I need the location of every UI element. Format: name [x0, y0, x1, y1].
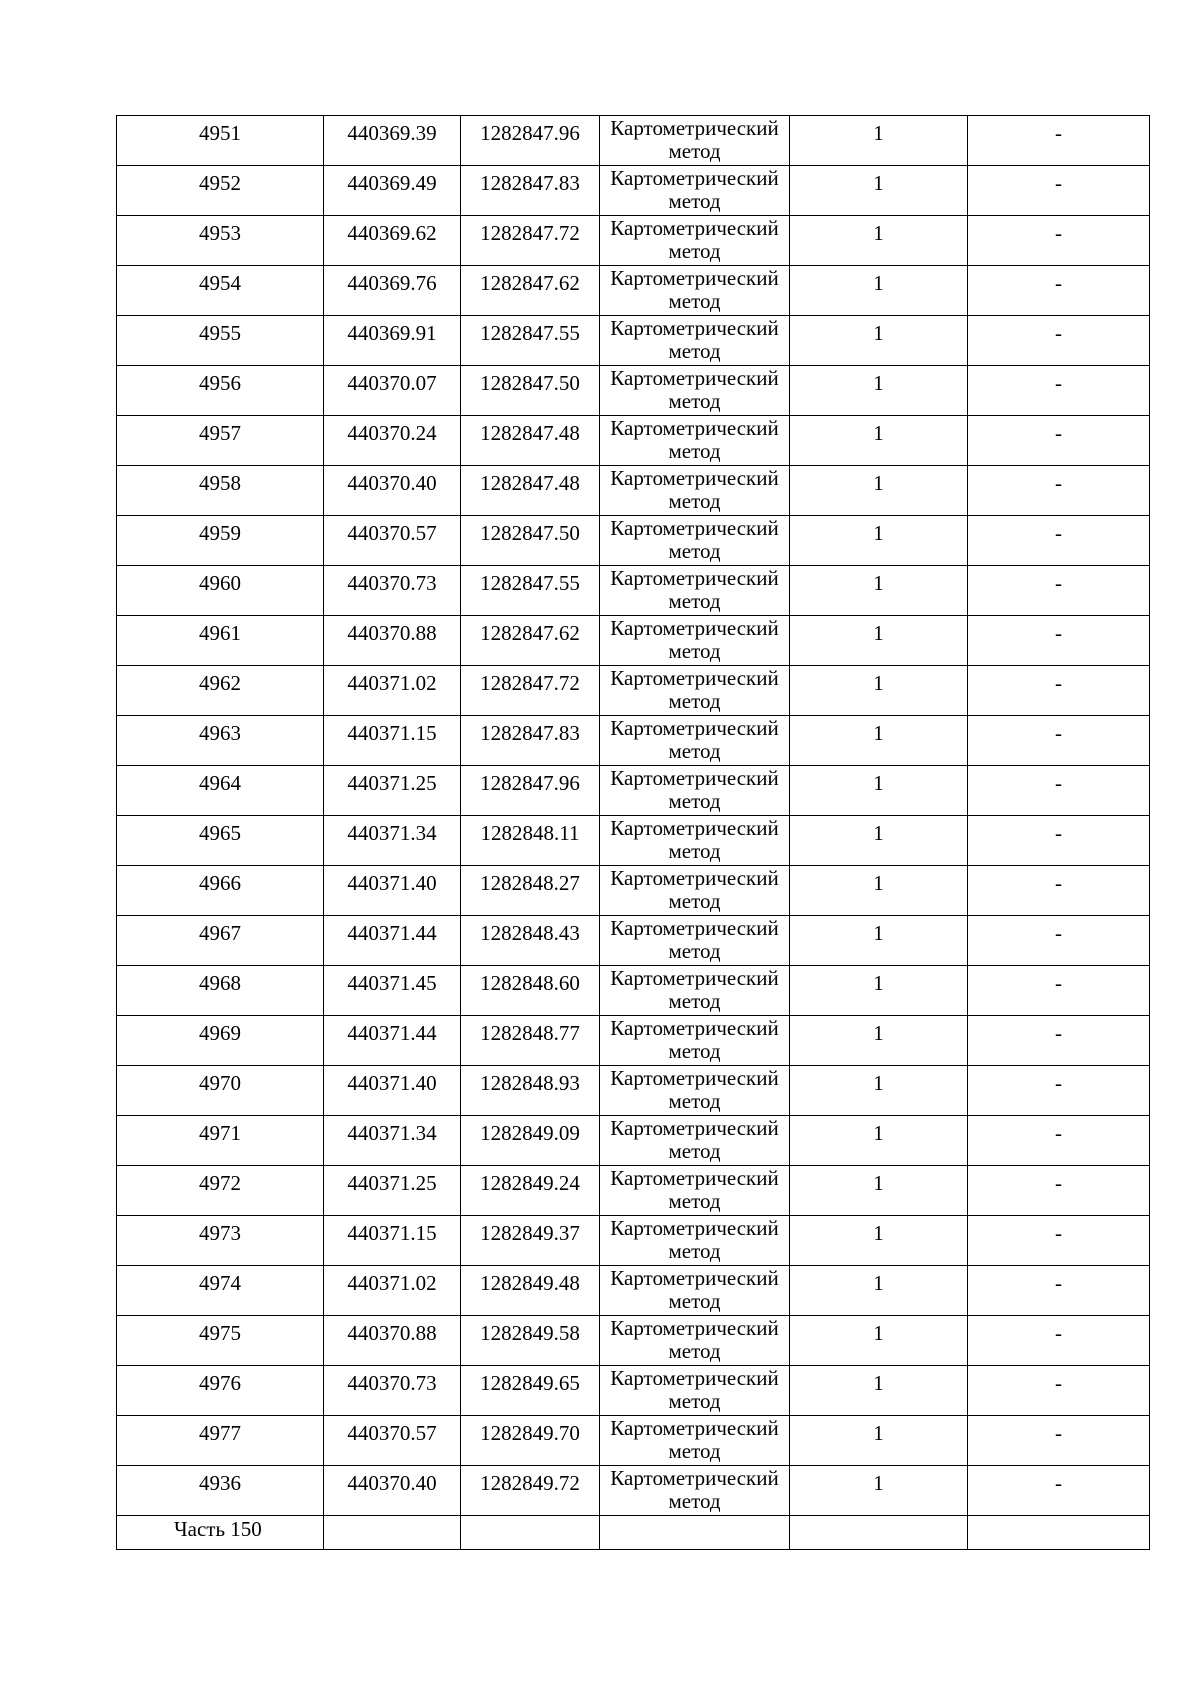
y-coordinate-cell: 1282848.93: [461, 1066, 600, 1116]
accuracy-cell: 1: [790, 816, 968, 866]
method-cell: Картометрический метод: [600, 566, 790, 616]
part-label-cell: Часть 150: [117, 1516, 324, 1550]
empty-cell: [968, 1516, 1150, 1550]
accuracy-cell: 1: [790, 316, 968, 366]
method-cell: Картометрический метод: [600, 666, 790, 716]
note-cell: -: [968, 566, 1150, 616]
point-number-cell: 4972: [117, 1166, 324, 1216]
table-row: [117, 816, 1150, 866]
table-row: [117, 1416, 1150, 1466]
point-number-cell: 4958: [117, 466, 324, 516]
table-row: [117, 1016, 1150, 1066]
x-coordinate-cell: 440371.02: [324, 666, 461, 716]
y-coordinate-cell: 1282848.27: [461, 866, 600, 916]
y-coordinate-cell: 1282849.48: [461, 1266, 600, 1316]
accuracy-cell: 1: [790, 416, 968, 466]
accuracy-cell: 1: [790, 116, 968, 166]
method-cell: Картометрический метод: [600, 716, 790, 766]
point-number-cell: 4952: [117, 166, 324, 216]
note-cell: -: [968, 1016, 1150, 1066]
note-cell: -: [968, 716, 1150, 766]
table-row: [117, 1366, 1150, 1416]
accuracy-cell: 1: [790, 1116, 968, 1166]
method-cell: Картометрический метод: [600, 1166, 790, 1216]
accuracy-cell: 1: [790, 766, 968, 816]
point-number-cell: 4961: [117, 616, 324, 666]
method-cell: Картометрический метод: [600, 366, 790, 416]
table-row: [117, 1466, 1150, 1516]
note-cell: -: [968, 866, 1150, 916]
note-cell: -: [968, 216, 1150, 266]
x-coordinate-cell: 440370.88: [324, 1316, 461, 1366]
x-coordinate-cell: 440371.45: [324, 966, 461, 1016]
y-coordinate-cell: 1282848.60: [461, 966, 600, 1016]
x-coordinate-cell: 440370.40: [324, 1466, 461, 1516]
y-coordinate-cell: 1282847.55: [461, 566, 600, 616]
note-cell: -: [968, 616, 1150, 666]
accuracy-cell: 1: [790, 716, 968, 766]
note-cell: -: [968, 1116, 1150, 1166]
accuracy-cell: 1: [790, 1366, 968, 1416]
y-coordinate-cell: 1282849.65: [461, 1366, 600, 1416]
point-number-cell: 4953: [117, 216, 324, 266]
note-cell: -: [968, 766, 1150, 816]
note-cell: -: [968, 466, 1150, 516]
x-coordinate-cell: 440369.91: [324, 316, 461, 366]
table-row: [117, 266, 1150, 316]
accuracy-cell: 1: [790, 866, 968, 916]
table-row: [117, 866, 1150, 916]
y-coordinate-cell: 1282849.70: [461, 1416, 600, 1466]
x-coordinate-cell: 440371.25: [324, 1166, 461, 1216]
note-cell: -: [968, 316, 1150, 366]
accuracy-cell: 1: [790, 1266, 968, 1316]
table-row: [117, 366, 1150, 416]
note-cell: -: [968, 166, 1150, 216]
table-row: [117, 466, 1150, 516]
y-coordinate-cell: 1282847.62: [461, 616, 600, 666]
table-row: [117, 1316, 1150, 1366]
y-coordinate-cell: 1282847.72: [461, 666, 600, 716]
accuracy-cell: 1: [790, 366, 968, 416]
accuracy-cell: 1: [790, 216, 968, 266]
accuracy-cell: 1: [790, 516, 968, 566]
method-cell: Картометрический метод: [600, 166, 790, 216]
point-number-cell: 4977: [117, 1416, 324, 1466]
accuracy-cell: 1: [790, 1466, 968, 1516]
y-coordinate-cell: 1282848.43: [461, 916, 600, 966]
table-row: [117, 666, 1150, 716]
note-cell: -: [968, 416, 1150, 466]
x-coordinate-cell: 440371.02: [324, 1266, 461, 1316]
method-cell: Картометрический метод: [600, 616, 790, 666]
method-cell: Картометрический метод: [600, 866, 790, 916]
note-cell: -: [968, 1166, 1150, 1216]
table-row: [117, 1216, 1150, 1266]
x-coordinate-cell: 440369.49: [324, 166, 461, 216]
point-number-cell: 4969: [117, 1016, 324, 1066]
point-number-cell: 4974: [117, 1266, 324, 1316]
x-coordinate-cell: 440370.24: [324, 416, 461, 466]
point-number-cell: 4965: [117, 816, 324, 866]
table-row: [117, 416, 1150, 466]
empty-cell: [324, 1516, 461, 1550]
note-cell: -: [968, 1366, 1150, 1416]
x-coordinate-cell: 440370.57: [324, 516, 461, 566]
y-coordinate-cell: 1282847.50: [461, 516, 600, 566]
accuracy-cell: 1: [790, 1166, 968, 1216]
table-row: [117, 716, 1150, 766]
x-coordinate-cell: 440371.40: [324, 1066, 461, 1116]
point-number-cell: 4959: [117, 516, 324, 566]
accuracy-cell: 1: [790, 166, 968, 216]
y-coordinate-cell: 1282849.72: [461, 1466, 600, 1516]
point-number-cell: 4960: [117, 566, 324, 616]
method-cell: Картометрический метод: [600, 1016, 790, 1066]
accuracy-cell: 1: [790, 1316, 968, 1366]
method-cell: Картометрический метод: [600, 916, 790, 966]
accuracy-cell: 1: [790, 266, 968, 316]
note-cell: -: [968, 1066, 1150, 1116]
x-coordinate-cell: 440371.34: [324, 1116, 461, 1166]
note-cell: -: [968, 366, 1150, 416]
point-number-cell: 4968: [117, 966, 324, 1016]
x-coordinate-cell: 440369.62: [324, 216, 461, 266]
accuracy-cell: 1: [790, 1416, 968, 1466]
method-cell: Картометрический метод: [600, 816, 790, 866]
y-coordinate-cell: 1282849.37: [461, 1216, 600, 1266]
note-cell: -: [968, 1216, 1150, 1266]
empty-cell: [461, 1516, 600, 1550]
method-cell: Картометрический метод: [600, 1216, 790, 1266]
x-coordinate-cell: 440370.73: [324, 1366, 461, 1416]
table-row: [117, 1266, 1150, 1316]
note-cell: -: [968, 116, 1150, 166]
point-number-cell: 4963: [117, 716, 324, 766]
table-row: [117, 566, 1150, 616]
note-cell: -: [968, 1466, 1150, 1516]
method-cell: Картометрический метод: [600, 1466, 790, 1516]
y-coordinate-cell: 1282847.55: [461, 316, 600, 366]
point-number-cell: 4957: [117, 416, 324, 466]
method-cell: Картометрический метод: [600, 516, 790, 566]
accuracy-cell: 1: [790, 1066, 968, 1116]
x-coordinate-cell: 440370.73: [324, 566, 461, 616]
x-coordinate-cell: 440370.40: [324, 466, 461, 516]
accuracy-cell: 1: [790, 966, 968, 1016]
method-cell: Картометрический метод: [600, 1116, 790, 1166]
point-number-cell: 4955: [117, 316, 324, 366]
coordinates-table: [116, 115, 1150, 1550]
y-coordinate-cell: 1282847.72: [461, 216, 600, 266]
x-coordinate-cell: 440371.15: [324, 1216, 461, 1266]
y-coordinate-cell: 1282849.58: [461, 1316, 600, 1366]
y-coordinate-cell: 1282847.48: [461, 466, 600, 516]
y-coordinate-cell: 1282847.50: [461, 366, 600, 416]
empty-cell: [790, 1516, 968, 1550]
point-number-cell: 4967: [117, 916, 324, 966]
accuracy-cell: 1: [790, 666, 968, 716]
point-number-cell: 4936: [117, 1466, 324, 1516]
y-coordinate-cell: 1282847.62: [461, 266, 600, 316]
note-cell: -: [968, 966, 1150, 1016]
point-number-cell: 4970: [117, 1066, 324, 1116]
y-coordinate-cell: 1282849.09: [461, 1116, 600, 1166]
x-coordinate-cell: 440371.44: [324, 916, 461, 966]
y-coordinate-cell: 1282847.48: [461, 416, 600, 466]
note-cell: -: [968, 916, 1150, 966]
method-cell: Картометрический метод: [600, 1316, 790, 1366]
x-coordinate-cell: 440371.25: [324, 766, 461, 816]
x-coordinate-cell: 440369.76: [324, 266, 461, 316]
y-coordinate-cell: 1282847.96: [461, 766, 600, 816]
accuracy-cell: 1: [790, 566, 968, 616]
method-cell: Картометрический метод: [600, 1066, 790, 1116]
point-number-cell: 4956: [117, 366, 324, 416]
note-cell: -: [968, 666, 1150, 716]
point-number-cell: 4964: [117, 766, 324, 816]
method-cell: Картометрический метод: [600, 266, 790, 316]
method-cell: Картометрический метод: [600, 1416, 790, 1466]
table-row: [117, 316, 1150, 366]
point-number-cell: 4954: [117, 266, 324, 316]
note-cell: -: [968, 1416, 1150, 1466]
table-row: [117, 966, 1150, 1016]
point-number-cell: 4951: [117, 116, 324, 166]
table-row: [117, 1066, 1150, 1116]
x-coordinate-cell: 440370.57: [324, 1416, 461, 1466]
x-coordinate-cell: 440371.34: [324, 816, 461, 866]
x-coordinate-cell: 440370.07: [324, 366, 461, 416]
table-footer-row: [117, 1516, 1150, 1550]
x-coordinate-cell: 440370.88: [324, 616, 461, 666]
note-cell: -: [968, 266, 1150, 316]
y-coordinate-cell: 1282847.83: [461, 166, 600, 216]
table-row: [117, 166, 1150, 216]
method-cell: Картометрический метод: [600, 1266, 790, 1316]
y-coordinate-cell: 1282848.11: [461, 816, 600, 866]
method-cell: Картометрический метод: [600, 966, 790, 1016]
y-coordinate-cell: 1282848.77: [461, 1016, 600, 1066]
x-coordinate-cell: 440371.40: [324, 866, 461, 916]
y-coordinate-cell: 1282847.83: [461, 716, 600, 766]
table-row: [117, 766, 1150, 816]
empty-cell: [600, 1516, 790, 1550]
table-row: [117, 516, 1150, 566]
note-cell: -: [968, 1266, 1150, 1316]
note-cell: -: [968, 816, 1150, 866]
y-coordinate-cell: 1282847.96: [461, 116, 600, 166]
x-coordinate-cell: 440371.44: [324, 1016, 461, 1066]
method-cell: Картометрический метод: [600, 766, 790, 816]
point-number-cell: 4976: [117, 1366, 324, 1416]
point-number-cell: 4971: [117, 1116, 324, 1166]
table-row: [117, 1166, 1150, 1216]
method-cell: Картометрический метод: [600, 216, 790, 266]
table-row: [117, 916, 1150, 966]
accuracy-cell: 1: [790, 916, 968, 966]
method-cell: Картометрический метод: [600, 116, 790, 166]
table-row: [117, 116, 1150, 166]
table-row: [117, 616, 1150, 666]
method-cell: Картометрический метод: [600, 466, 790, 516]
method-cell: Картометрический метод: [600, 316, 790, 366]
table-row: [117, 216, 1150, 266]
method-cell: Картометрический метод: [600, 416, 790, 466]
note-cell: -: [968, 516, 1150, 566]
x-coordinate-cell: 440371.15: [324, 716, 461, 766]
coordinates-table-body: [117, 116, 1150, 1550]
x-coordinate-cell: 440369.39: [324, 116, 461, 166]
method-cell: Картометрический метод: [600, 1366, 790, 1416]
point-number-cell: 4973: [117, 1216, 324, 1266]
accuracy-cell: 1: [790, 616, 968, 666]
table-row: [117, 1116, 1150, 1166]
point-number-cell: 4962: [117, 666, 324, 716]
y-coordinate-cell: 1282849.24: [461, 1166, 600, 1216]
point-number-cell: 4966: [117, 866, 324, 916]
accuracy-cell: 1: [790, 1016, 968, 1066]
accuracy-cell: 1: [790, 1216, 968, 1266]
accuracy-cell: 1: [790, 466, 968, 516]
point-number-cell: 4975: [117, 1316, 324, 1366]
note-cell: -: [968, 1316, 1150, 1366]
